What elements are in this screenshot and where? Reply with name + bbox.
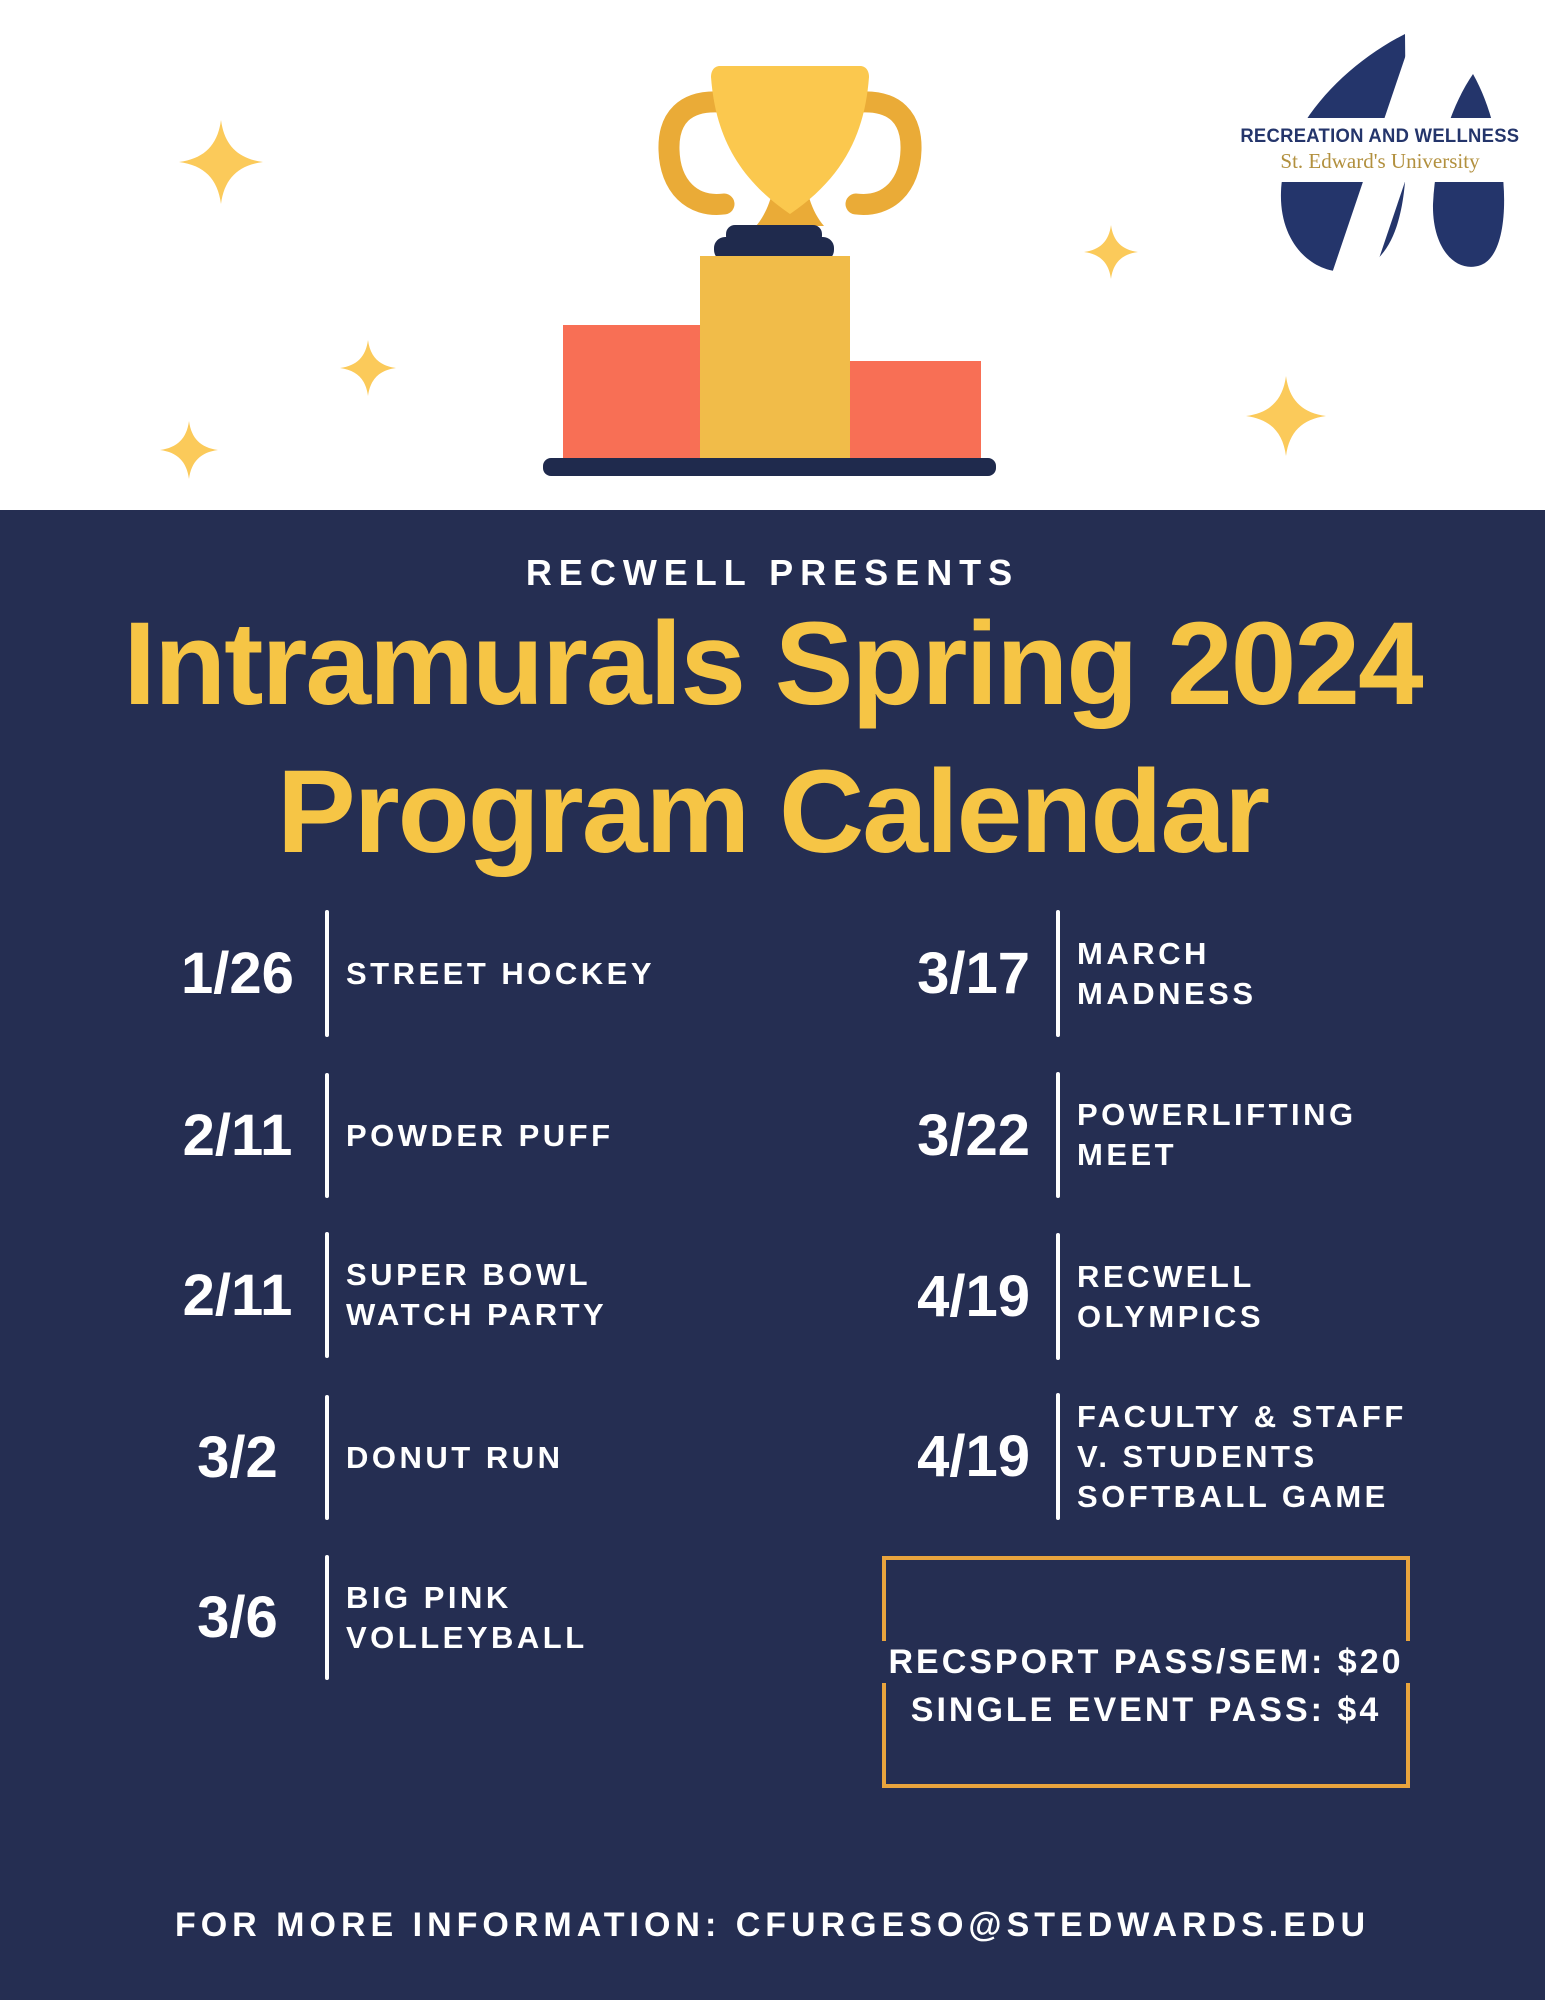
event-name: POWERLIFTING MEET bbox=[1077, 1097, 1357, 1172]
trophy-podium-illustration bbox=[540, 58, 1000, 478]
pricing-line-single: SINGLE EVENT PASS: $4 bbox=[901, 1689, 1391, 1731]
pricing-line-semester: RECSPORT PASS/SEM: $20 bbox=[878, 1641, 1413, 1683]
pricing-text bbox=[854, 1638, 1438, 1734]
event-name: DONUT RUN bbox=[346, 1439, 564, 1475]
event-row bbox=[150, 1073, 614, 1198]
recwell-logo bbox=[1240, 22, 1520, 294]
event-name: SUPER BOWL WATCH PARTY bbox=[346, 1257, 608, 1332]
logo-subtitle: St. Edward's University bbox=[1280, 149, 1480, 173]
event-name: MARCH MADNESS bbox=[1077, 935, 1257, 1011]
divider-line bbox=[325, 1073, 329, 1198]
sparkle-icon bbox=[160, 421, 218, 479]
page-title-line2: Program Calendar bbox=[277, 746, 1268, 878]
event-date: 3/22 bbox=[917, 1102, 1030, 1168]
page-title-line1: Intramurals Spring 2024 bbox=[123, 598, 1422, 730]
event-name: RECWELL OLYMPICS bbox=[1077, 1258, 1265, 1334]
event-date: 3/6 bbox=[197, 1585, 278, 1650]
divider-line bbox=[1056, 1072, 1060, 1198]
event-name: POWDER PUFF bbox=[346, 1117, 614, 1153]
event-date: 2/11 bbox=[182, 1103, 293, 1168]
event-name: STREET HOCKEY bbox=[346, 955, 656, 991]
sparkle-icon bbox=[340, 340, 396, 396]
event-name: BIG PINK VOLLEYBALL bbox=[346, 1579, 588, 1655]
divider-line bbox=[325, 1232, 329, 1358]
divider-line bbox=[325, 910, 329, 1037]
event-name: FACULTY & STAFF V. STUDENTS SOFTBALL GAME bbox=[1077, 1398, 1407, 1514]
event-date: 4/19 bbox=[917, 1424, 1030, 1489]
event-date: 2/11 bbox=[182, 1262, 293, 1328]
sparkle-icon bbox=[1084, 225, 1138, 279]
event-date: 4/19 bbox=[917, 1264, 1030, 1329]
divider-line bbox=[325, 1555, 329, 1680]
event-row bbox=[790, 1233, 1264, 1360]
divider-line bbox=[1056, 910, 1060, 1037]
event-row bbox=[150, 1232, 607, 1358]
sparkle-icon bbox=[1246, 376, 1326, 456]
footer-contact: FOR MORE INFORMATION: CFURGESO@STEDWARDS.EDU bbox=[174, 1906, 1371, 1944]
divider-line bbox=[1056, 1233, 1060, 1360]
event-row bbox=[790, 1393, 1407, 1520]
event-date: 3/2 bbox=[197, 1425, 278, 1490]
event-row bbox=[150, 1555, 588, 1680]
logo-text-band bbox=[1235, 118, 1525, 182]
logo-name: RECREATION AND WELLNESS bbox=[1240, 126, 1520, 147]
sparkle-icon bbox=[179, 120, 263, 204]
event-row bbox=[790, 910, 1257, 1037]
event-row bbox=[150, 910, 655, 1037]
kicker-text: RECWELL PRESENTS bbox=[525, 552, 1020, 593]
event-row bbox=[150, 1395, 564, 1520]
event-date: 3/17 bbox=[917, 941, 1030, 1006]
divider-line bbox=[1056, 1393, 1060, 1520]
event-row bbox=[790, 1072, 1357, 1198]
divider-line bbox=[325, 1395, 329, 1520]
event-date: 1/26 bbox=[181, 941, 294, 1006]
